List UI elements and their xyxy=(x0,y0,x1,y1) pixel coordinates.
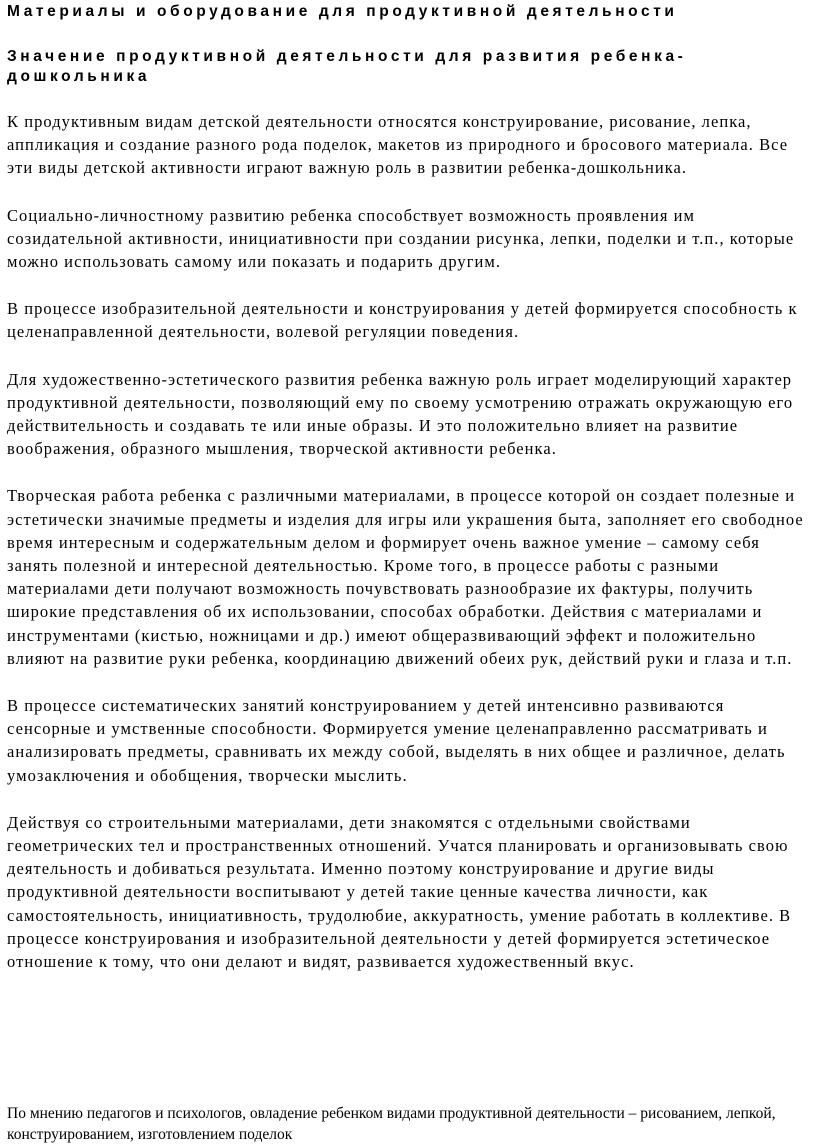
paragraph-social-development: Социально-личностному развитию ребенка способствует возможность проявления им созидательной активности, инициативности при создании рисунка, лепки, поделки и т.п., которые можно использовать самому или показать и подарить другим. xyxy=(7,205,795,272)
paragraph-expert-opinion: По мнению педагогов и психологов, овладение ребенком видами продуктивной деятельности – рисованием, лепкой, конструированием, изготовлением поделок xyxy=(7,1105,776,1143)
paragraph-building-materials: Действуя со строительными материалами, дети знакомятся с отдельными свойствами геометрических тел и пространственных отношений. Учатся планировать и организовывать свою деятельность и добиваться результата. Именно поэтому конструирование и другие виды продуктивной деятельности воспитывают у детей такие ценные качества личности, как самостоятельность, инициативность, трудолюбие, аккуратность, умение работать в коллективе. В процессе конструирования и изобразительной деятельности у детей формируется эстетическое отношение к тому, что они делают и видят, развивается художественный вкус. xyxy=(7,812,792,972)
paragraph-aesthetic-development: Для художественно-эстетического развития ребенка важную роль играет моделирующий характер продуктивной деятельности, позволяющий ему по своему усмотрению отражать окружающую его действительность и создавать те или иные образы. И это положительно влияет на развитие воображения, образного мышления, творческой активности ребенка. xyxy=(7,369,794,459)
paragraph-construction-abilities: В процессе систематических занятий конструированием у детей интенсивно развиваются сенсорные и умственные способности. Формируется умение целенаправленно рассматривать и анализировать предметы, сравнивать их между собой, выделять в них общее и различное, делать умозаключения и обобщения, творчески мыслить. xyxy=(7,696,786,785)
document-title: Материалы и оборудование для продуктивной деятельности xyxy=(7,3,678,20)
paragraph-goal-directed-activity: В процессе изобразительной деятельности и конструирования у детей формируется способность к целенаправленной деятельности, волевой регуляции поведения. xyxy=(7,299,798,342)
paragraph-creative-work: Творческая работа ребенка с различными материалами, в процессе которой он создает полезные и эстетически значимые предметы и изделия для игры или украшения быта, заполняет его свободное время интересным и содержательным делом и формирует очень важное умение – самому себя занять полезной и интересной деятельностью. Кроме того, в процессе работы с разными материалами дети получают возможность почувствовать разнообразие их фактуры, получить широкие представления об их использовании, способах обработки. Действия с материалами и инструментами (кистью, ножницами и др.) имеют общеразвивающий эффект и положительно влияют на развитие руки ребенка, координацию движений обеих рук, действий руки и глаза и т.п. xyxy=(7,486,804,668)
section-heading: Значение продуктивной деятельности для развития ребенка-дошкольника xyxy=(7,48,687,85)
paragraph-productive-activities: К продуктивным видам детской деятельности относятся конструирование, рисование, лепка, аппликация и создание разного рода поделок, макетов из природного и бросового материала. Все эти виды детской активности играют важную роль в развитии ребенка-дошкольника. xyxy=(7,112,789,178)
document-body xyxy=(7,110,812,997)
